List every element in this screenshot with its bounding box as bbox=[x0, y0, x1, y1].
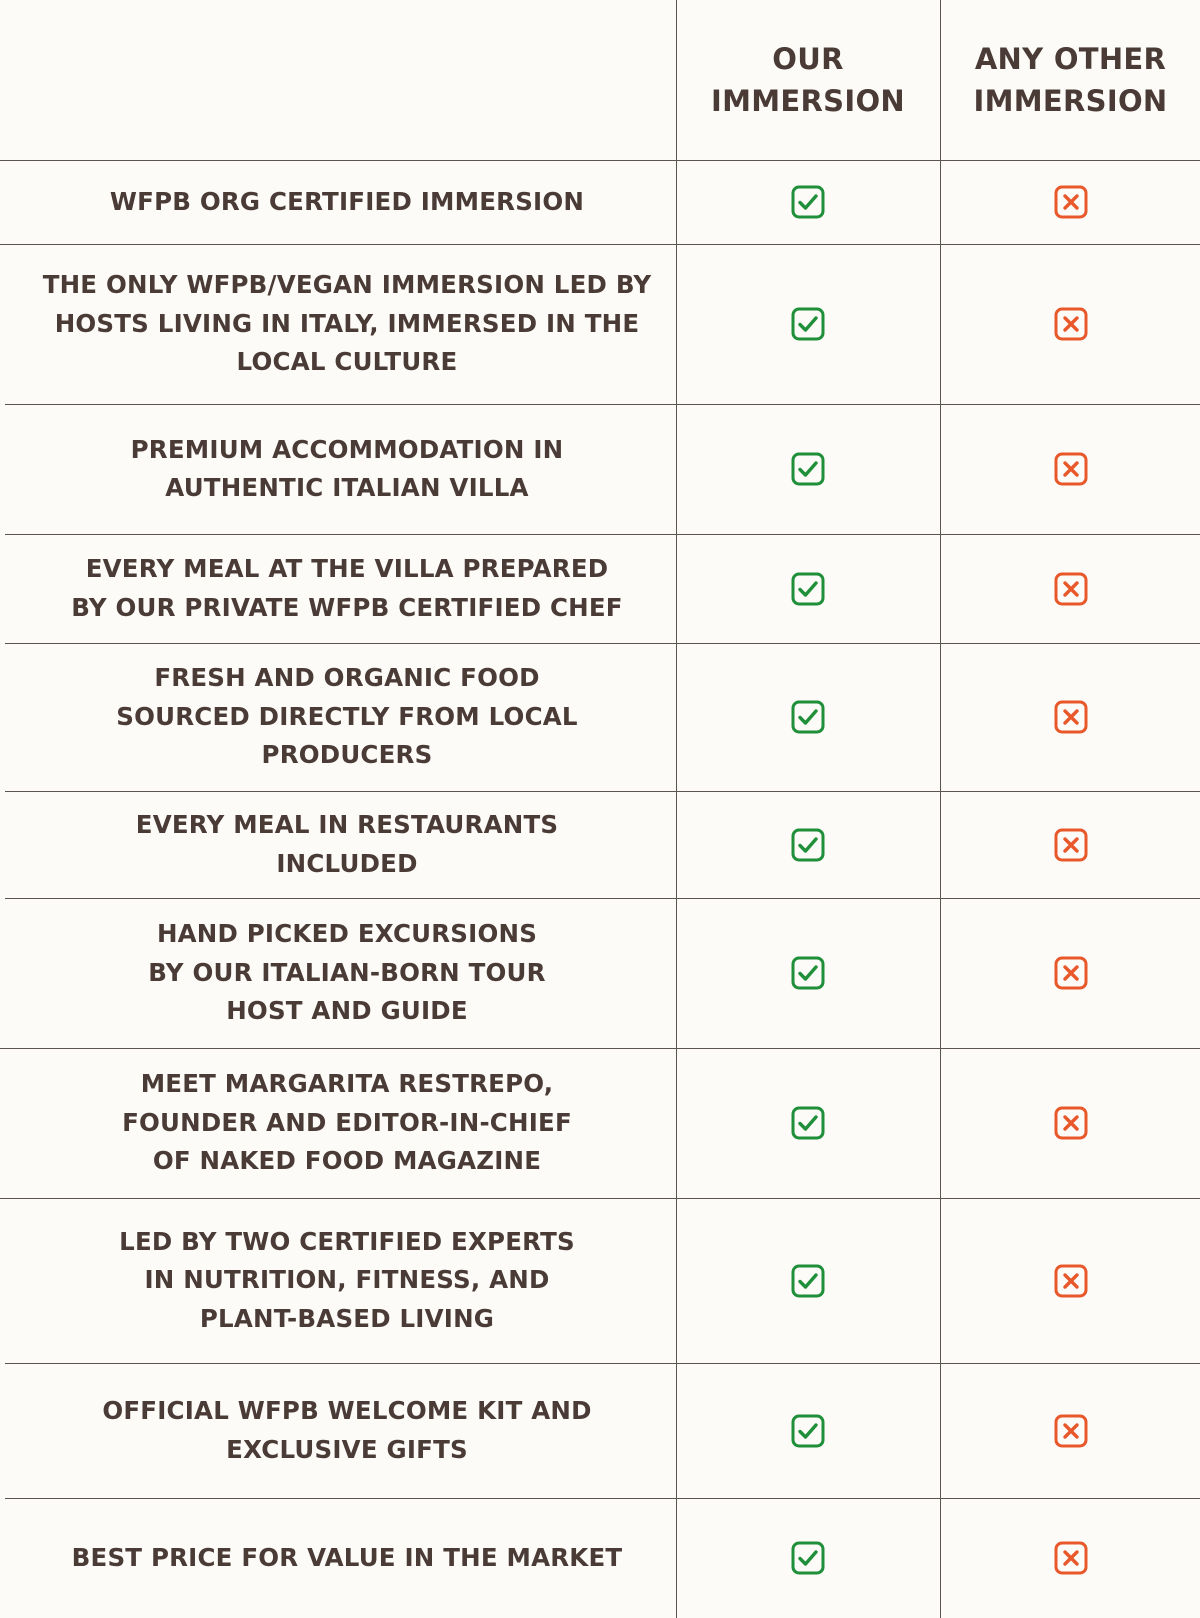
header-our-immersion: OUR IMMERSION bbox=[711, 42, 905, 118]
check-icon bbox=[676, 1498, 940, 1618]
cross-icon bbox=[941, 244, 1200, 404]
cross-icon bbox=[941, 1363, 1200, 1498]
check-icon bbox=[676, 534, 940, 643]
check-icon bbox=[676, 643, 940, 791]
feature-label: EVERY MEAL IN RESTAURANTS INCLUDED bbox=[135, 810, 559, 878]
cross-icon bbox=[941, 160, 1200, 244]
check-icon bbox=[676, 898, 940, 1048]
feature-label: WFPB ORG CERTIFIED IMMERSION bbox=[109, 186, 585, 216]
table-row bbox=[0, 244, 1200, 404]
check-icon bbox=[676, 1363, 940, 1498]
check-icon bbox=[676, 244, 940, 404]
feature-label: EVERY MEAL AT THE VILLA PREPARED BY OUR PRIVATE WFPB CERTIFIED CHEF bbox=[71, 554, 623, 622]
header-any-other-immersion: ANY OTHER IMMERSION bbox=[973, 42, 1168, 118]
table-row bbox=[0, 643, 1200, 791]
feature-label: MEET MARGARITA RESTREPO, FOUNDER AND EDITOR-IN-CHIEF OF NAKED FOOD MAGAZINE bbox=[122, 1069, 572, 1176]
cross-icon bbox=[941, 1198, 1200, 1363]
feature-label: HAND PICKED EXCURSIONS BY OUR ITALIAN-BORN TOUR HOST AND GUIDE bbox=[148, 919, 546, 1026]
feature-label: LED BY TWO CERTIFIED EXPERTS IN NUTRITION, FITNESS, AND PLANT-BASED LIVING bbox=[119, 1226, 575, 1333]
table-row bbox=[0, 1198, 1200, 1363]
feature-label: OFFICIAL WFPB WELCOME KIT AND EXCLUSIVE GIFTS bbox=[102, 1396, 592, 1464]
table-row bbox=[0, 534, 1200, 643]
feature-label: FRESH AND ORGANIC FOOD SOURCED DIRECTLY FROM LOCAL PRODUCERS bbox=[116, 663, 578, 770]
table-row bbox=[0, 898, 1200, 1048]
feature-label: BEST PRICE FOR VALUE IN THE MARKET bbox=[71, 1542, 623, 1572]
check-icon bbox=[676, 160, 940, 244]
table-row bbox=[0, 404, 1200, 534]
check-icon bbox=[676, 404, 940, 534]
table-row bbox=[0, 160, 1200, 244]
cross-icon bbox=[941, 1498, 1200, 1618]
feature-label: PREMIUM ACCOMMODATION IN AUTHENTIC ITALIAN VILLA bbox=[130, 434, 564, 502]
cross-icon bbox=[941, 898, 1200, 1048]
cross-icon bbox=[941, 1048, 1200, 1198]
table-row bbox=[0, 1498, 1200, 1618]
feature-label: THE ONLY WFPB/VEGAN IMMERSION LED BY HOSTS LIVING IN ITALY, IMMERSED IN THE LOCAL CULTURE bbox=[42, 270, 652, 377]
check-icon bbox=[676, 1198, 940, 1363]
cross-icon bbox=[941, 404, 1200, 534]
table-row bbox=[0, 791, 1200, 898]
cross-icon bbox=[941, 534, 1200, 643]
table-row bbox=[0, 1363, 1200, 1498]
cross-icon bbox=[941, 643, 1200, 791]
check-icon bbox=[676, 791, 940, 898]
table-row bbox=[0, 1048, 1200, 1198]
check-icon bbox=[676, 1048, 940, 1198]
cross-icon bbox=[941, 791, 1200, 898]
